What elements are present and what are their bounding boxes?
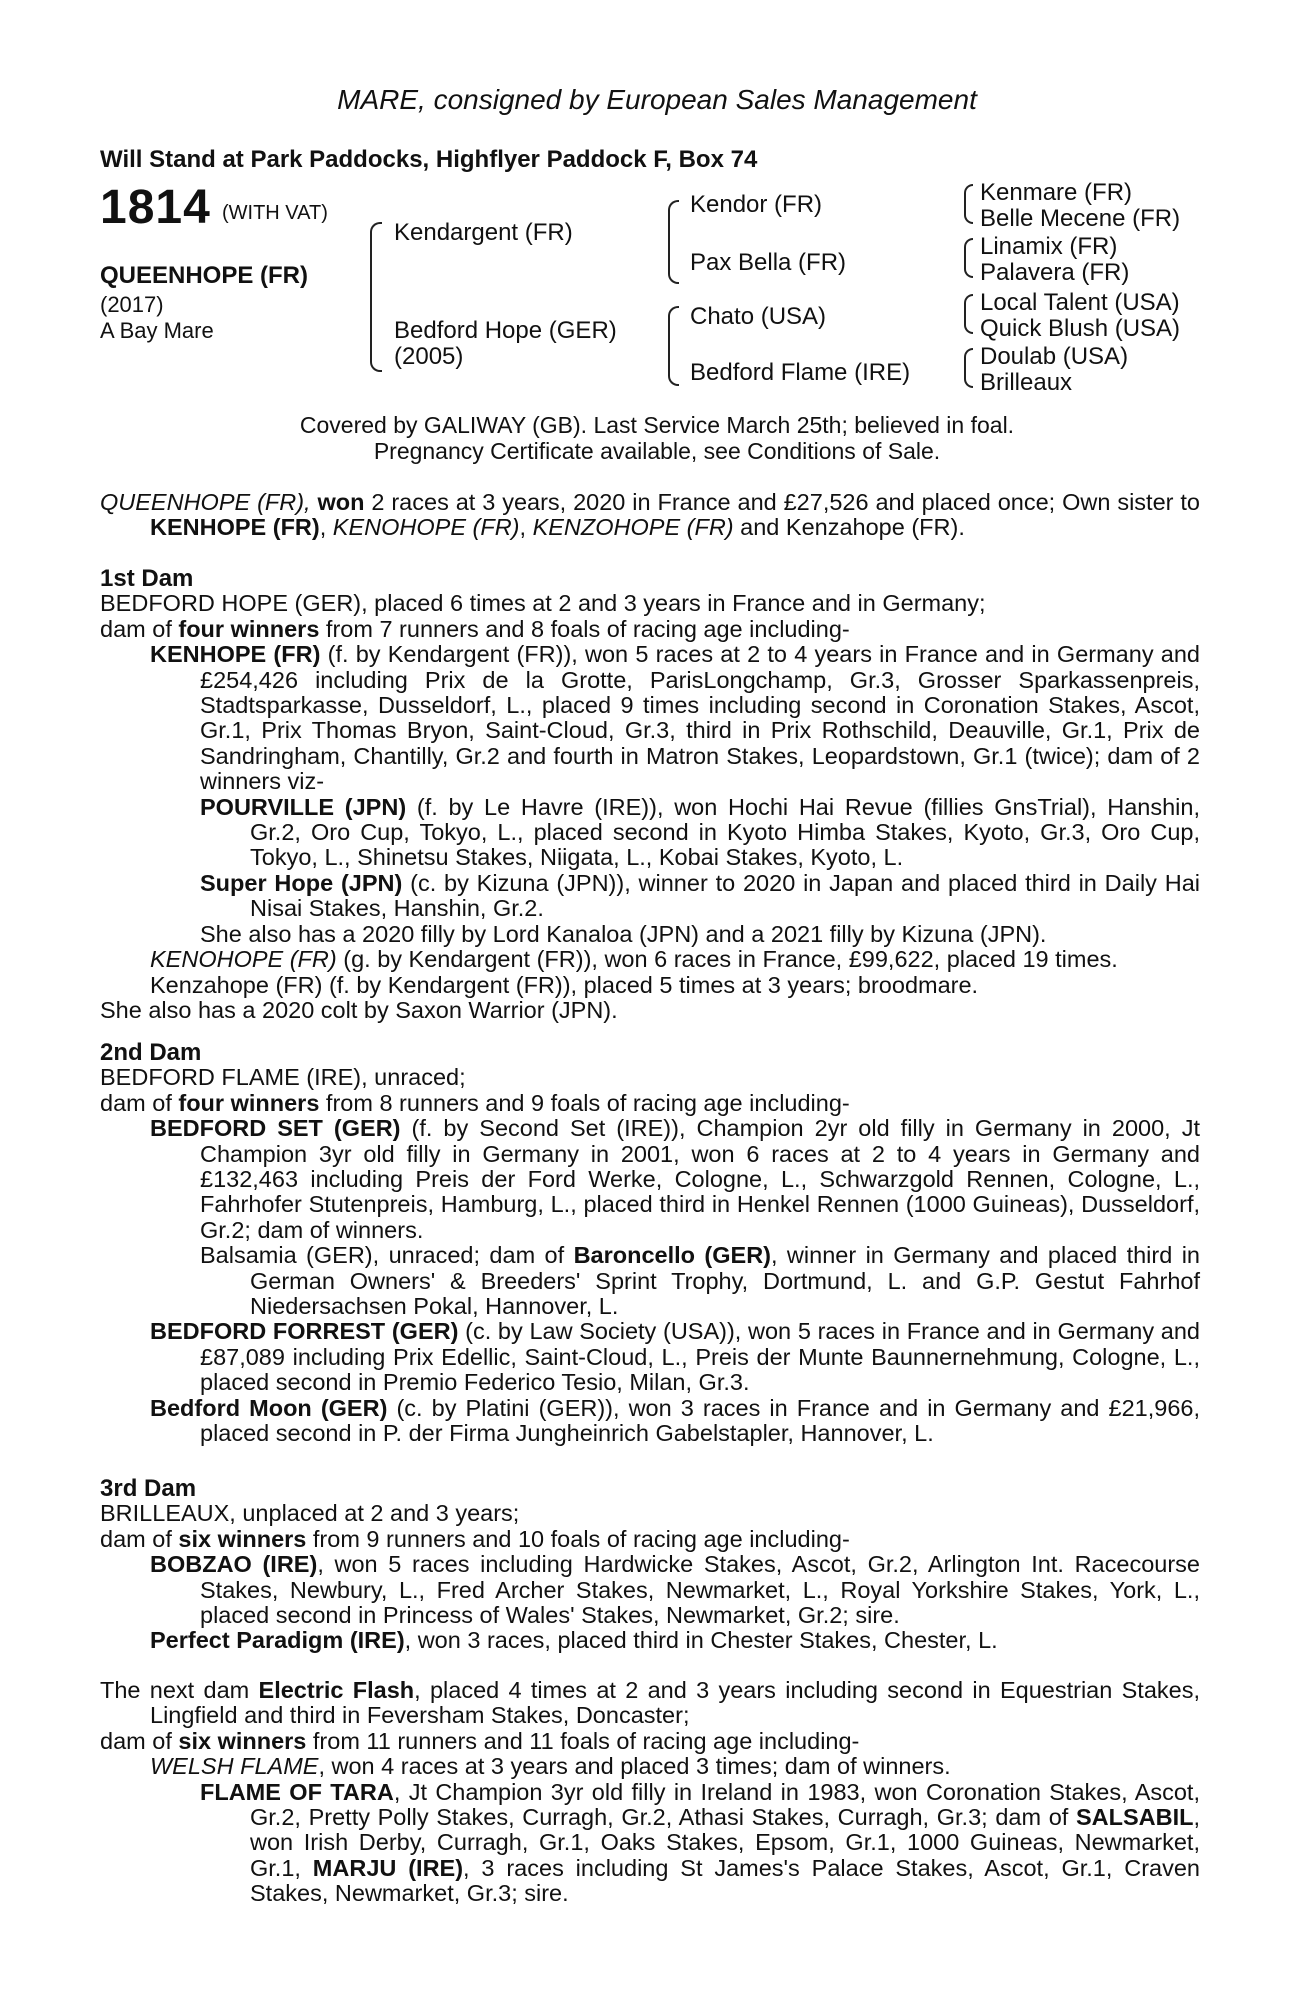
third-dam-line-1: BRILLEAUX, unplaced at 2 and 3 years; xyxy=(100,1500,520,1527)
second-dam-l2a: dam of xyxy=(100,1089,179,1116)
flame-of-tara-name: FLAME OF TARA xyxy=(200,1778,394,1805)
pedigree-dam-dam: Bedford Flame (IRE) xyxy=(690,359,911,386)
pedigree-sire: Kendargent (FR) xyxy=(394,219,573,246)
second-dam-winners: four winners xyxy=(178,1089,320,1116)
flame-of-tara-entry xyxy=(100,1780,1200,1907)
next-dam-winners: six winners xyxy=(178,1727,307,1754)
intro-text-2: , xyxy=(319,514,333,541)
intro-kenhope: KENHOPE (FR) xyxy=(150,514,320,541)
third-dam-l2c: from 9 runners and 10 foals of racing age including- xyxy=(306,1525,850,1552)
covered-line-2: Pregnancy Certificate available, see Conditions of Sale. xyxy=(373,438,941,464)
kenzahope-entry: Kenzahope (FR) (f. by Kendargent (FR)), placed 5 times at 3 years; broodmare. xyxy=(150,971,979,998)
horse-description: A Bay Mare xyxy=(100,318,214,343)
vat-note: (WITH VAT) xyxy=(222,202,328,224)
first-dam-she-also-2: She also has a 2020 colt by Saxon Warrior (JPN). xyxy=(100,996,618,1023)
pedigree-sire-sire: Kendor (FR) xyxy=(690,191,823,218)
page-title: MARE, consigned by European Sales Management xyxy=(337,84,977,115)
first-dam-line-1: BEDFORD HOPE (GER), placed 6 times at 2 and 3 years in France and in Germany; xyxy=(100,590,986,617)
balsamia-entry xyxy=(100,1243,1200,1319)
next-dam-section xyxy=(100,1678,1200,1907)
kenohope-entry xyxy=(100,947,1200,972)
superhope-text: (c. by Kizuna (JPN)), winner to 2020 in Japan and placed third in Daily Hai Nisai Stakes, Hanshin, Gr.2. xyxy=(250,869,1200,922)
kenhope-entry xyxy=(100,642,1200,794)
intro-text-4: and Kenzahope (FR). xyxy=(733,514,965,541)
pedigree-g4: Palavera (FR) xyxy=(980,259,1130,286)
welsh-flame-name: WELSH FLAME xyxy=(150,1753,319,1780)
pedigree-bracket-dam xyxy=(668,306,679,386)
balsamia-text-a: Balsamia (GER), unraced; dam of xyxy=(200,1242,574,1269)
horse-name: QUEENHOPE (FR) xyxy=(100,262,309,289)
third-dam-heading: 3rd Dam xyxy=(100,1475,197,1502)
pedigree-sire-dam: Pax Bella (FR) xyxy=(690,249,847,276)
lot-number: 1814 xyxy=(100,181,211,234)
stand-location: Will Stand at Park Paddocks, Highflyer Paddock F, Box 74 xyxy=(100,146,758,173)
bobzao-text: , won 5 races including Hardwicke Stakes, Ascot, Gr.2, Arlington Int. Racecourse Stakes, Newbury, L., Fred Archer Stakes, Newmarket, L., Royal Yorkshire Stakes, York, L., placed second in Princess of Wales' Stakes, Newmarket, Gr.2; sire. xyxy=(200,1551,1200,1629)
intro-horse-name: QUEENHOPE (FR), xyxy=(100,489,311,515)
bedford-set-text: (f. by Second Set (IRE)), Champion 2yr old filly in Germany in 2000, Jt Champion 3yr old filly in Germany in 2001, won 6 races at 2 to 4 years in Germany and £132,463 including Preis der Ford Werke, Cologne, L., Schwarzgold Rennen, Cologne, L., Fahrhofer Stutenpreis, Hamburg, L., placed third in Henkel Rennen (1000 Guineas), Dusseldorf, Gr.2; dam of winners. xyxy=(200,1115,1201,1243)
bedford-forrest-name: BEDFORD FORREST (GER) xyxy=(150,1318,459,1345)
second-dam-section xyxy=(100,1040,1200,1447)
next-dam-line-2 xyxy=(100,1729,1200,1754)
intro-kenzohope: KENZOHOPE (FR) xyxy=(532,514,734,541)
first-dam-l2a: dam of xyxy=(100,615,179,642)
pedigree-bracket-g4 xyxy=(964,348,973,388)
kenohope-text: (g. by Kendargent (FR)), won 6 races in France, £99,622, placed 19 times. xyxy=(336,946,1118,973)
paradigm-name: Perfect Paradigm (IRE) xyxy=(150,1627,405,1654)
third-dam-l2a: dam of xyxy=(100,1525,179,1552)
pourville-name: POURVILLE (JPN) xyxy=(200,793,407,820)
flame-of-tara-text: , Jt Champion 3yr old filly in Ireland in 1983, won Coronation Stakes, Ascot, Gr.2, Pretty Polly Stakes, Curragh, Gr.2, Athasi Stakes, Curragh, Gr.3; dam of xyxy=(250,1778,1200,1831)
flame-of-tara-text-3: , 3 races including St James's Palace Stakes, Ascot, Gr.1, Craven Stakes, Newmarket, Gr.3; sire. xyxy=(250,1854,1200,1907)
pedigree-g6: Quick Blush (USA) xyxy=(980,315,1181,342)
welsh-flame-entry xyxy=(100,1754,1200,1779)
first-dam-l2c: from 7 runners and 8 foals of racing age including- xyxy=(319,615,850,642)
intro-section xyxy=(100,490,1200,541)
pedigree-bracket-sire xyxy=(668,200,679,284)
first-dam-winners: four winners xyxy=(178,615,320,642)
pedigree-g7: Doulab (USA) xyxy=(980,343,1129,370)
next-dam-l1c: , placed 4 times at 2 and 3 years including second in Equestrian Stakes, Lingfield and third in Feversham Stakes, Doncaster; xyxy=(150,1677,1200,1729)
kenohope-name: KENOHOPE (FR) xyxy=(150,946,337,973)
kenhope-name: KENHOPE (FR) xyxy=(150,641,321,668)
intro-paragraph xyxy=(100,490,1200,541)
third-dam-line-2 xyxy=(100,1527,1200,1552)
third-dam-section xyxy=(100,1476,1200,1654)
pedigree-g5: Local Talent (USA) xyxy=(980,289,1180,316)
bedford-moon-text: (c. by Platini (GER)), won 3 races in France and in Germany and £21,966, placed second in P. der Firma Jungheinrich Gabelstapler, Hannover, L. xyxy=(200,1394,1200,1447)
second-dam-line-1: BEDFORD FLAME (IRE), unraced; xyxy=(100,1064,466,1091)
pedigree-dam: Bedford Hope (GER) xyxy=(394,317,617,344)
bedford-forrest-text: (c. by Law Society (USA)), won 5 races in France and in Germany and £87,089 including Prix Edellic, Saint-Cloud, L., Preis der Munte Baunnernehmung, Cologne, L., placed second in Premio Federico Tesio, Milan, Gr.3. xyxy=(200,1318,1200,1396)
bobzao-entry xyxy=(100,1552,1200,1628)
covered-line-1: Covered by GALIWAY (GB). Last Service March 25th; believed in foal. xyxy=(299,412,1015,438)
bedford-moon-name: Bedford Moon (GER) xyxy=(150,1394,388,1421)
pedigree-g2: Belle Mecene (FR) xyxy=(980,205,1181,232)
superhope-entry xyxy=(100,871,1200,922)
kenhope-text: (f. by Kendargent (FR)), won 5 races at 2 to 4 years in France and in Germany and £254,426 including Prix de la Grotte, ParisLongchamp, Gr.3, Grosser Sparkassenpreis, Stadtsparkasse, Dusseldorf, L., placed 9 times including second in Coronation Stakes, Ascot, Gr.1, Prix Thomas Bryon, Saint-Cloud, Gr.3, third in Prix Rothschild, Deauville, Gr.1, Prix de Sandringham, Chantilly, Gr.2 and fourth in Matron Stakes, Leopardstown, Gr.1 (twice); dam of 2 winners viz- xyxy=(200,641,1200,795)
first-dam-heading: 1st Dam xyxy=(100,565,194,592)
pedigree-bracket-g1 xyxy=(964,184,973,224)
second-dam-heading: 2nd Dam xyxy=(100,1039,202,1066)
balsamia-text-b: , winner in Germany and placed third in German Owners' & Breeders' Sprint Trophy, Dortmund, L. and G.P. Gestut Fahrhof Niedersachsen Pokal, Hannover, L. xyxy=(250,1242,1200,1320)
pedigree-bracket-main xyxy=(370,222,382,372)
intro-text-3: , xyxy=(519,514,533,541)
next-dam-l2a: dam of xyxy=(100,1727,179,1754)
third-dam-winners: six winners xyxy=(178,1525,307,1552)
pedigree-bracket-g3 xyxy=(964,294,973,334)
first-dam-section xyxy=(100,566,1200,1023)
bobzao-name: BOBZAO (IRE) xyxy=(150,1551,318,1578)
intro-kenohope: KENOHOPE (FR) xyxy=(332,514,520,541)
paradigm-text: , won 3 races, placed third in Chester Stakes, Chester, L. xyxy=(404,1627,998,1654)
bedford-set-entry xyxy=(100,1116,1200,1243)
pedigree-g3: Linamix (FR) xyxy=(980,233,1118,260)
bedford-set-name: BEDFORD SET (GER) xyxy=(150,1115,401,1142)
paradigm-entry xyxy=(100,1628,1200,1653)
pedigree-bracket-g2 xyxy=(964,238,973,278)
next-dam-l2c: from 11 runners and 11 foals of racing age including- xyxy=(306,1727,860,1754)
salsabil-name: SALSABIL xyxy=(1075,1804,1194,1831)
next-dam-line-1 xyxy=(100,1678,1200,1729)
second-dam-l2c: from 8 runners and 9 foals of racing age including- xyxy=(319,1089,850,1116)
marju-name: MARJU (IRE) xyxy=(312,1854,464,1881)
first-dam-line-2 xyxy=(100,617,1200,642)
electric-flash-name: Electric Flash xyxy=(258,1677,415,1703)
pedigree-g8: Brilleaux xyxy=(980,369,1073,396)
flame-of-tara-text-2: , won Irish Derby, Curragh, Gr.1, Oaks Stakes, Epsom, Gr.1, 1000 Guineas, Newmarket, Gr.1, xyxy=(250,1804,1200,1881)
pedigree-dam-sire: Chato (USA) xyxy=(690,303,827,330)
pedigree-g1: Kenmare (FR) xyxy=(980,179,1133,206)
pourville-entry xyxy=(100,795,1200,871)
superhope-name: Super Hope (JPN) xyxy=(200,869,403,896)
intro-text-1: 2 races at 3 years, 2020 in France and £27,526 and placed once; Own sister to xyxy=(364,489,1200,515)
horse-year: (2017) xyxy=(100,292,164,317)
first-dam-she-also-1: She also has a 2020 filly by Lord Kanaloa (JPN) and a 2021 filly by Kizuna (JPN). xyxy=(200,920,1047,947)
baroncello-name: Baroncello (GER) xyxy=(573,1242,771,1269)
pedigree-dam-year: (2005) xyxy=(394,343,464,370)
bedford-moon-entry xyxy=(100,1396,1200,1447)
welsh-flame-text: , won 4 races at 3 years and placed 3 times; dam of winners. xyxy=(318,1753,951,1780)
pourville-text: (f. by Le Havre (IRE)), won Hochi Hai Revue (fillies GnsTrial), Hanshin, Gr.2, Oro Cup, Tokyo, L., placed second in Kyoto Himba Stakes, Kyoto, Gr.3, Oro Cup, Tokyo, L., Shinetsu Stakes, Niigata, L., Kobai Stakes, Kyoto, L. xyxy=(250,793,1200,871)
bedford-forrest-entry xyxy=(100,1319,1200,1395)
intro-won: won xyxy=(317,489,365,515)
next-dam-l1a: The next dam xyxy=(100,1677,259,1703)
second-dam-line-2 xyxy=(100,1091,1200,1116)
